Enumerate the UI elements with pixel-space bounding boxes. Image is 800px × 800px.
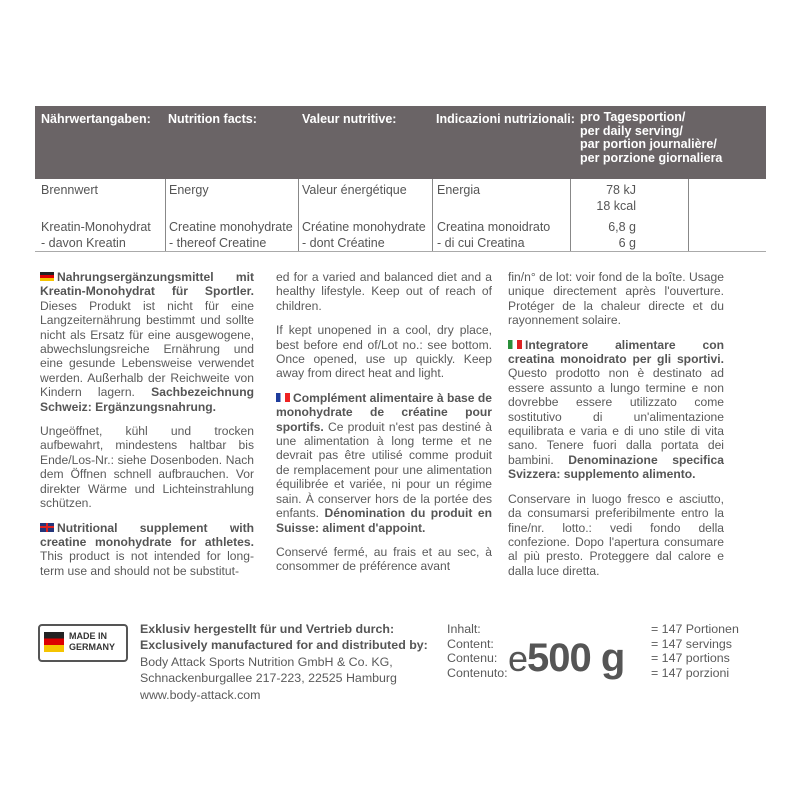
header-fr: Valeur nutritive:: [302, 112, 397, 126]
italy-flag-icon: [508, 340, 522, 349]
cell-fr: - dont Créatine: [302, 236, 385, 250]
header-de: Nährwertangaben:: [41, 112, 151, 126]
made-in-germany-badge: [38, 624, 128, 662]
estimated-sign-icon: e: [508, 638, 528, 679]
nutrition-table: [35, 106, 766, 252]
en-body-end: ed for a varied and balanced diet and a healthy lifestyle. Keep out of reach of children.: [276, 270, 492, 313]
cell-de: - davon Kreatin: [41, 236, 126, 250]
table-bottom-rule: [35, 251, 766, 252]
cell-it: Creatina monoidrato: [437, 220, 551, 234]
de-body: Dieses Produkt ist nicht für eine Langzeiternährung bestimmt und sollte nicht als Ersatz für eine ausgewogene, abwechslungsreiche Ernährung und eine gesunde Lebensweise verwendet werden. Außerhalb der Reichweite von Kindern lagern.: [40, 298, 254, 400]
header-it: Indicazioni nutrizionali:: [436, 112, 575, 126]
germany-flag-icon: [40, 272, 54, 281]
fr-storage-end: fin/n° de lot: voir fond de la boîte. Usage unique directement après l'ouverture. Protéger de la chaleur directe et du rayonnement solaire.: [508, 270, 724, 328]
en-title: Nutritional supplement with creatine monohydrate for athletes.: [40, 520, 254, 549]
badge-line-2: GERMANY: [69, 642, 116, 652]
maker-en: Exclusively manufactured for and distributed by:: [140, 638, 428, 653]
cell-en: Creatine monohydrate: [169, 220, 293, 234]
fr-storage-start: Conservé fermé, au frais et au sec, à consommer de préférence avant: [276, 544, 492, 574]
nutrition-table-body: [35, 179, 766, 252]
english-french-text-column: [276, 270, 492, 574]
it-title: Integratore alimentare con creatina monoidrato per gli sportivi.: [508, 337, 724, 367]
website-link: www.body-attack.com: [140, 687, 261, 702]
cell-value: 78 kJ: [606, 183, 636, 197]
cell-it: Energia: [437, 183, 481, 197]
cell-en: Energy: [169, 183, 209, 197]
de-swiss-name: Sachbezeichnung Schweiz: Ergänzungsnahrung.: [40, 385, 254, 414]
maker-de: Exklusiv hergestellt für und Vertrieb durch:: [140, 622, 395, 636]
uk-flag-icon: [40, 523, 54, 532]
fr-body: Ce produit n'est pas destiné à une alimentation à long terme et ne devrait pas être utilisé comme produit de remplacement pour une alimentation équilibrée et variée, ni pour un régime sain. À conserver hors de la portée des enfants.: [276, 419, 492, 521]
de-storage: Ungeöffnet, kühl und trocken aufbewahrt, mindestens haltbar bis Ende/Los-Nr.: siehe Dosenboden. Nach dem Öffnen schnell aufbrauchen. Vor direkter Wärme und Lichteinstrahlung schützen.: [40, 424, 254, 511]
fr-title: Complément alimentaire à base de monohydrate de créatine pour sportifs.: [276, 390, 492, 434]
cell-en: - thereof Creatine: [169, 236, 267, 250]
cell-de: Kreatin-Monohydrat: [41, 220, 151, 234]
header-en: Nutrition facts:: [168, 112, 257, 126]
germany-flag-icon: [44, 632, 64, 652]
portion-counts: = 147 Portionen = 147 servings = 147 portions = 147 porzioni: [651, 622, 739, 680]
company-name: Body Attack Sports Nutrition GmbH & Co. KG,: [140, 654, 393, 669]
german-text-column: [40, 270, 254, 578]
cell-value: 6,8 g: [608, 220, 636, 234]
badge-line-1: MADE IN: [69, 631, 107, 641]
cell-de: Brennwert: [41, 183, 98, 197]
nutrition-table-header: [35, 106, 766, 179]
it-swiss-name: Denominazione specifica Svizzera: supplemento alimento.: [508, 452, 724, 482]
cell-fr: Créatine monohydrate: [302, 220, 426, 234]
net-weight: [508, 636, 624, 681]
cell-value: 6 g: [618, 236, 636, 250]
cell-it: - di cui Creatina: [437, 236, 525, 250]
content-labels: Inhalt: Content: Contenu: Contenuto:: [447, 622, 508, 680]
it-body: Questo prodotto non è destinato ad essere assunto a lungo termine e non dovrebbe essere utilizzato come sostitutivo di un'alimentazione equilibrata e varia e di uno stile di vita sano. Tenere fuori dalla portata dei bambini.: [508, 366, 724, 467]
cell-value: 18 kcal: [596, 199, 636, 213]
de-title: Nahrungsergänzungsmittel mit Kreatin-Monohydrat für Sportler.: [40, 270, 254, 299]
france-flag-icon: [276, 393, 290, 402]
en-storage: If kept unopened in a cool, dry place, best before end of/Lot no.: see bottom. Once opened, use up quickly. Keep away from direct heat and light.: [276, 323, 492, 381]
fr-swiss-name: Dénomination du produit en Suisse: aliment d'appoint.: [276, 506, 492, 535]
company-address: Schnackenburgallee 217-223, 22525 Hamburg: [140, 671, 397, 686]
cell-fr: Valeur énergétique: [302, 183, 407, 197]
it-storage: Conservare in luogo fresco e asciutto, da consumarsi preferibilmente entro la fine/nr. lotto.: vedi fondo della confezione. Dopo l'apertura consumare al più presto. Proteggere dal calore e dalla luce diretta.: [508, 491, 724, 578]
header-serving: pro Tagesportion/ per daily serving/ par portion journalière/ per porzione giornaliera: [580, 110, 723, 165]
french-italian-text-column: [508, 270, 724, 578]
manufacturer-info: [140, 621, 428, 703]
en-body-start: This product is not intended for long-term use and should not be substitut-: [40, 549, 254, 578]
weight-value: 500 g: [527, 636, 625, 680]
